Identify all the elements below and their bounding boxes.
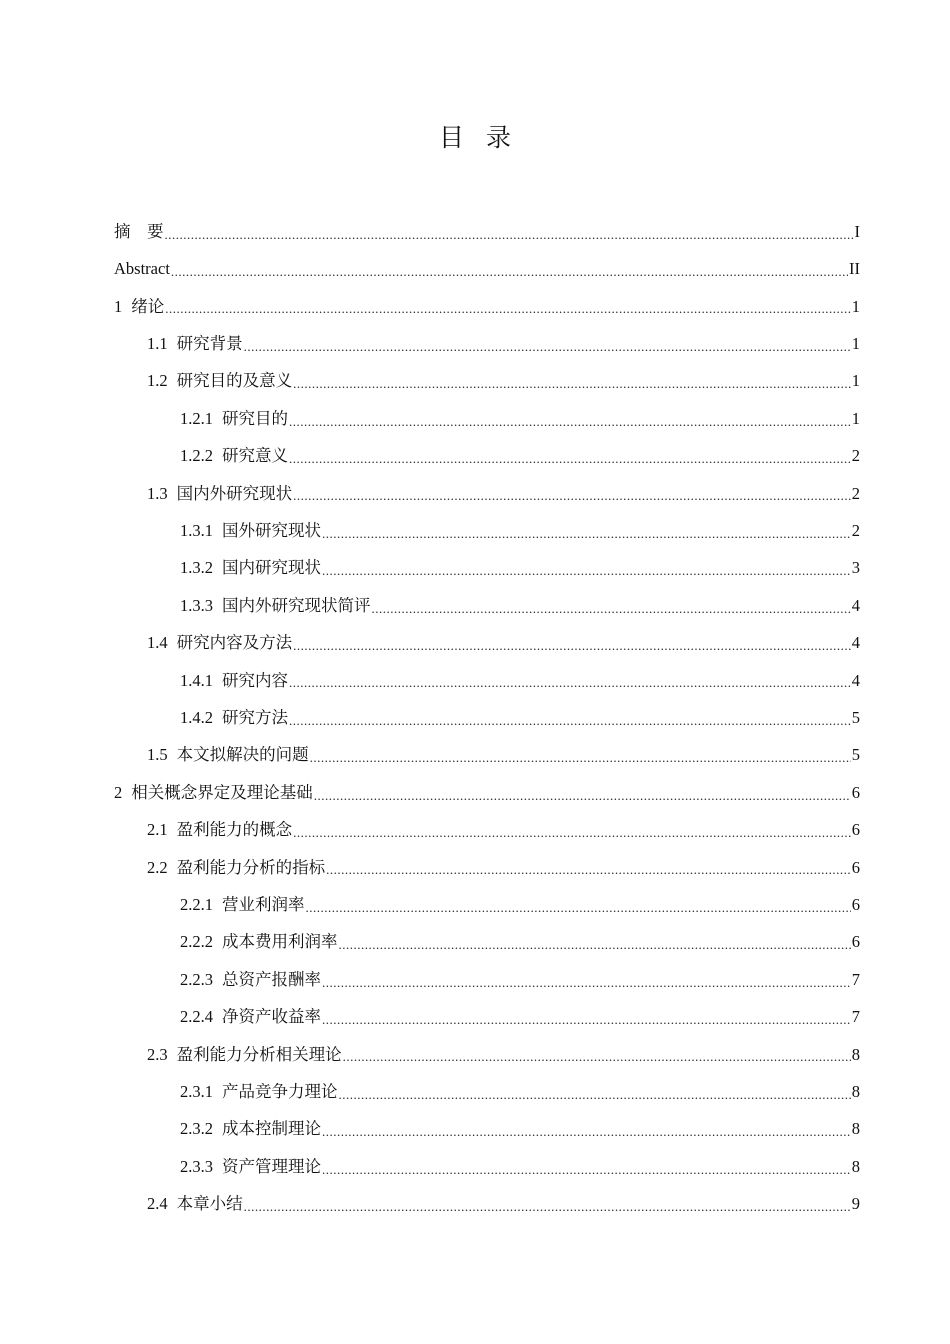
toc-dot-leader <box>293 377 851 390</box>
toc-entry[interactable] <box>180 588 860 624</box>
toc-entry[interactable] <box>180 401 860 437</box>
toc-entry-label: 研究目的及意义 <box>176 371 293 391</box>
toc-entry-page-number: 7 <box>851 1007 860 1027</box>
toc-entry-number: 1.2 <box>147 371 168 391</box>
toc-entry-page-number: 8 <box>851 1119 860 1139</box>
toc-entry[interactable] <box>180 700 860 736</box>
toc-entry-page-number: II <box>849 259 860 279</box>
toc-dot-leader <box>293 639 851 652</box>
toc-entry-number: 1.2.1 <box>180 408 213 428</box>
toc-entry-page-number: 1 <box>851 408 860 428</box>
toc-dot-leader <box>289 415 851 428</box>
toc-entry-label: 国外研究现状 <box>222 520 321 540</box>
toc-entry-label: 研究目的 <box>222 408 288 428</box>
toc-dot-leader <box>171 265 848 278</box>
toc-dot-leader <box>322 976 851 989</box>
toc-entry[interactable] <box>180 551 860 587</box>
toc-entry-number: 1.4.1 <box>180 670 213 690</box>
toc-entry-label: 净资产收益率 <box>222 1007 321 1027</box>
toc-entry-label: 本章小结 <box>176 1194 243 1214</box>
toc-dot-leader <box>293 489 851 502</box>
toc-entry-number: 1.3.3 <box>180 595 213 615</box>
toc-entry-number: 1.5 <box>147 745 168 765</box>
toc-entry-number: 2.3.1 <box>180 1081 213 1101</box>
toc-entry[interactable] <box>147 364 860 400</box>
toc-entry-label: 研究方法 <box>222 707 288 727</box>
toc-entry-page-number: 8 <box>851 1156 860 1176</box>
toc-entry-label: 营业利润率 <box>222 894 305 914</box>
toc-entry-number: 1.1 <box>147 333 168 353</box>
toc-dot-leader <box>289 714 851 727</box>
toc-entry-number: 2 <box>114 782 123 802</box>
toc-entry-label: 盈利能力的概念 <box>176 820 293 840</box>
toc-dot-leader <box>293 826 851 839</box>
toc-entry-number: 2.3.3 <box>180 1156 213 1176</box>
toc-entry[interactable] <box>147 1037 860 1073</box>
toc-entry[interactable] <box>180 925 860 961</box>
toc-entry-label: 资产管理理论 <box>222 1156 321 1176</box>
toc-entry-number: 2.2.4 <box>180 1007 213 1027</box>
toc-entry-label: Abstract <box>114 259 170 279</box>
toc-entry-page-number: 5 <box>851 707 860 727</box>
toc-entry-page-number: 2 <box>851 520 860 540</box>
toc-entry[interactable] <box>180 887 860 923</box>
toc-entry-page-number: 2 <box>851 483 860 503</box>
toc-entry-number: 1.4.2 <box>180 707 213 727</box>
toc-entry-page-number: 1 <box>851 333 860 353</box>
toc-entry[interactable] <box>180 438 860 474</box>
toc-dot-leader <box>343 1050 851 1063</box>
toc-entry[interactable] <box>180 999 860 1035</box>
toc-dot-leader <box>306 901 851 914</box>
toc-entry[interactable] <box>114 775 860 811</box>
toc-dot-leader <box>289 676 851 689</box>
toc-entry-page-number: 3 <box>851 558 860 578</box>
toc-entry[interactable] <box>147 625 860 661</box>
toc-dot-leader <box>322 564 851 577</box>
toc-entry-page-number: 6 <box>851 894 860 914</box>
toc-dot-leader <box>322 1163 851 1176</box>
toc-entry-label: 本文拟解决的问题 <box>176 745 309 765</box>
toc-dot-leader <box>326 863 851 876</box>
toc-entry[interactable] <box>114 289 860 325</box>
toc-entry-page-number: 6 <box>851 857 860 877</box>
toc-entry-label: 成本控制理论 <box>222 1119 321 1139</box>
toc-entry-number: 2.3 <box>147 1044 168 1064</box>
toc-dot-leader <box>314 789 851 802</box>
toc-entry-label: 研究内容及方法 <box>176 633 293 653</box>
toc-entry-label: 研究背景 <box>176 333 243 353</box>
toc-entry[interactable] <box>147 326 860 362</box>
toc-entry-number: 1.3 <box>147 483 168 503</box>
toc-entry[interactable] <box>180 1074 860 1110</box>
toc-entry-number: 1 <box>114 296 123 316</box>
toc-entry-page-number: 1 <box>851 296 860 316</box>
toc-entry[interactable] <box>180 663 860 699</box>
toc-entry-label: 盈利能力分析的指标 <box>176 857 326 877</box>
toc-entry-label: 研究内容 <box>222 670 288 690</box>
toc-entry-page-number: 8 <box>851 1044 860 1064</box>
toc-entry[interactable] <box>180 962 860 998</box>
toc-entry-label: 总资产报酬率 <box>222 969 321 989</box>
toc-dot-leader <box>310 751 851 764</box>
toc-entry-label: 国内外研究现状简评 <box>222 595 371 615</box>
toc-entry-number: 2.2.2 <box>180 932 213 952</box>
toc-entry[interactable] <box>180 1112 860 1148</box>
toc-dot-leader <box>322 1125 851 1138</box>
toc-entry[interactable] <box>114 214 860 250</box>
toc-entry-page-number: 6 <box>851 820 860 840</box>
toc-entry-number: 2.1 <box>147 820 168 840</box>
toc-entry-number: 1.4 <box>147 633 168 653</box>
toc-entry-label: 国内研究现状 <box>222 558 321 578</box>
toc-entry-label: 国内外研究现状 <box>176 483 293 503</box>
toc-dot-leader <box>339 938 851 951</box>
toc-dot-leader <box>372 602 851 615</box>
toc-entry-page-number: 4 <box>851 595 860 615</box>
title-char-2: 录 <box>486 123 512 152</box>
toc-dot-leader <box>244 1200 851 1213</box>
toc-entry-page-number: 2 <box>851 446 860 466</box>
toc-entry[interactable] <box>147 812 860 848</box>
toc-entry-page-number: 4 <box>851 670 860 690</box>
toc-entry[interactable] <box>147 738 860 774</box>
toc-dot-leader <box>339 1088 851 1101</box>
toc-entry-number: 2.3.2 <box>180 1119 213 1139</box>
toc-entry[interactable] <box>180 1149 860 1185</box>
toc-entry-number: 2.2 <box>147 857 168 877</box>
page-title <box>0 118 950 154</box>
toc-entry-label: 摘 要 <box>114 221 164 241</box>
toc-entry-number: 1.3.1 <box>180 520 213 540</box>
toc-entry-number: 1.2.2 <box>180 446 213 466</box>
toc-entry-page-number: 8 <box>851 1081 860 1101</box>
toc-entry-page-number: 6 <box>851 932 860 952</box>
toc-entry-label: 成本费用利润率 <box>222 932 338 952</box>
toc-entry[interactable] <box>147 850 860 886</box>
toc-dot-leader <box>289 452 851 465</box>
toc-entry-label: 相关概念界定及理论基础 <box>131 782 313 802</box>
toc-entry-label: 研究意义 <box>222 446 288 466</box>
toc-entry-page-number: 4 <box>851 633 860 653</box>
toc-entry[interactable] <box>114 251 860 287</box>
toc-entry-number: 2.2.1 <box>180 894 213 914</box>
toc-entry-page-number: 1 <box>851 371 860 391</box>
toc-dot-leader <box>244 340 851 353</box>
toc-entry[interactable] <box>147 1186 860 1222</box>
toc-entry-page-number: 7 <box>851 969 860 989</box>
toc-entry-label: 绪论 <box>131 296 165 316</box>
toc-entry-label: 盈利能力分析相关理论 <box>176 1044 342 1064</box>
toc-entry-page-number: I <box>854 221 860 241</box>
toc-entry-number: 2.4 <box>147 1194 168 1214</box>
toc-entry[interactable] <box>147 476 860 512</box>
toc-entry[interactable] <box>180 513 860 549</box>
toc-entry-number: 1.3.2 <box>180 558 213 578</box>
toc-dot-leader <box>322 527 851 540</box>
toc-entry-page-number: 6 <box>851 782 860 802</box>
toc-dot-leader <box>322 1013 851 1026</box>
title-char-1: 目 <box>438 123 464 152</box>
toc-entry-label: 产品竞争力理论 <box>222 1081 338 1101</box>
toc-entry-page-number: 5 <box>851 745 860 765</box>
toc-entry-page-number: 9 <box>851 1194 860 1214</box>
toc-dot-leader <box>165 228 854 241</box>
toc-dot-leader <box>165 302 851 315</box>
toc-entry-number: 2.2.3 <box>180 969 213 989</box>
